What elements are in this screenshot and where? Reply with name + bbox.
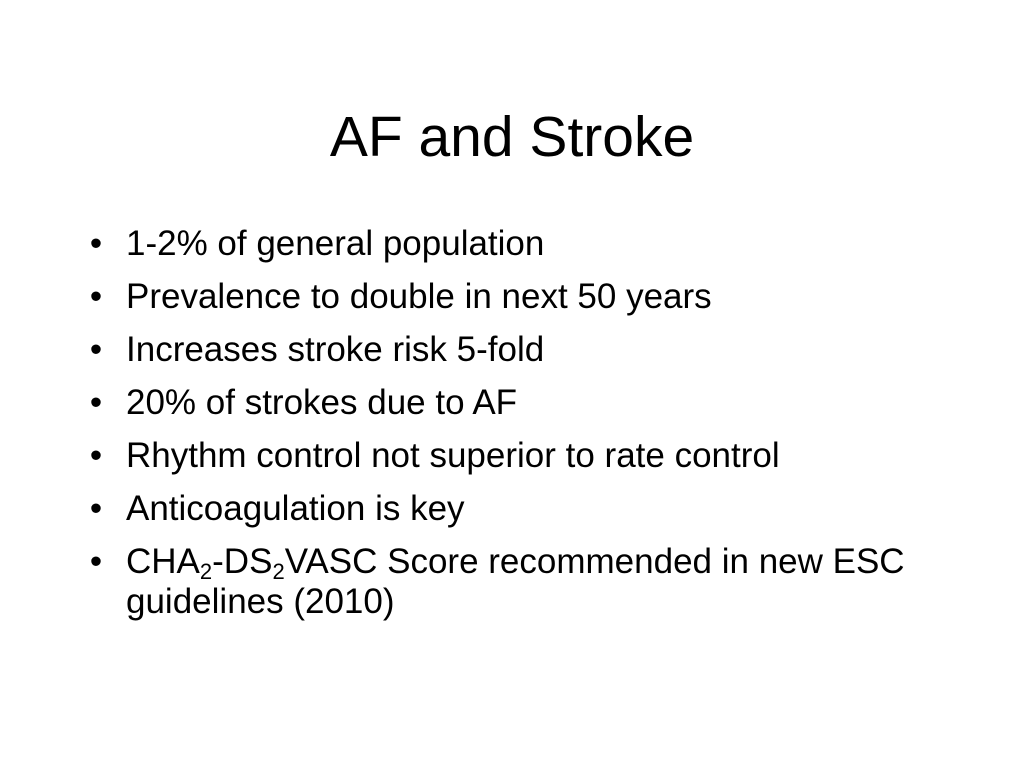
bullet-list <box>84 224 954 635</box>
bullet-text: 1-2% of general population <box>126 224 545 263</box>
score-name-part-3: VASC Score recommended in new ESC guidelines (2010) <box>126 542 905 621</box>
bullet-icon: • <box>89 330 103 369</box>
bullet-icon: • <box>89 436 103 475</box>
bullet-text: Rhythm control not superior to rate control <box>126 436 780 475</box>
bullet-icon: • <box>89 224 103 263</box>
bullet-item-prevalence <box>84 277 954 317</box>
bullet-icon: • <box>89 277 103 316</box>
bullet-icon: • <box>89 489 103 528</box>
bullet-text <box>126 542 905 621</box>
bullet-text: 20% of strokes due to AF <box>126 383 518 422</box>
bullet-text: Increases stroke risk 5-fold <box>126 330 545 369</box>
bullet-item-general-population <box>84 224 954 264</box>
slide-title: AF and Stroke <box>329 105 695 169</box>
score-subscript-2: 2 <box>272 559 285 584</box>
score-subscript-1: 2 <box>199 559 213 584</box>
bullet-item-anticoagulation <box>84 489 954 529</box>
score-name-part-2: -DS <box>212 542 273 581</box>
bullet-item-strokes-due-to-af <box>84 383 954 423</box>
score-name-part-1: CHA <box>126 542 200 581</box>
bullet-text: Anticoagulation is key <box>126 489 465 528</box>
bullet-icon: • <box>89 383 103 422</box>
bullet-text: Prevalence to double in next 50 years <box>126 277 712 316</box>
bullet-item-rhythm-control <box>84 436 954 476</box>
bullet-icon: • <box>89 542 103 581</box>
bullet-item-cha2ds2vasc <box>84 542 954 622</box>
bullet-item-stroke-risk <box>84 330 954 370</box>
